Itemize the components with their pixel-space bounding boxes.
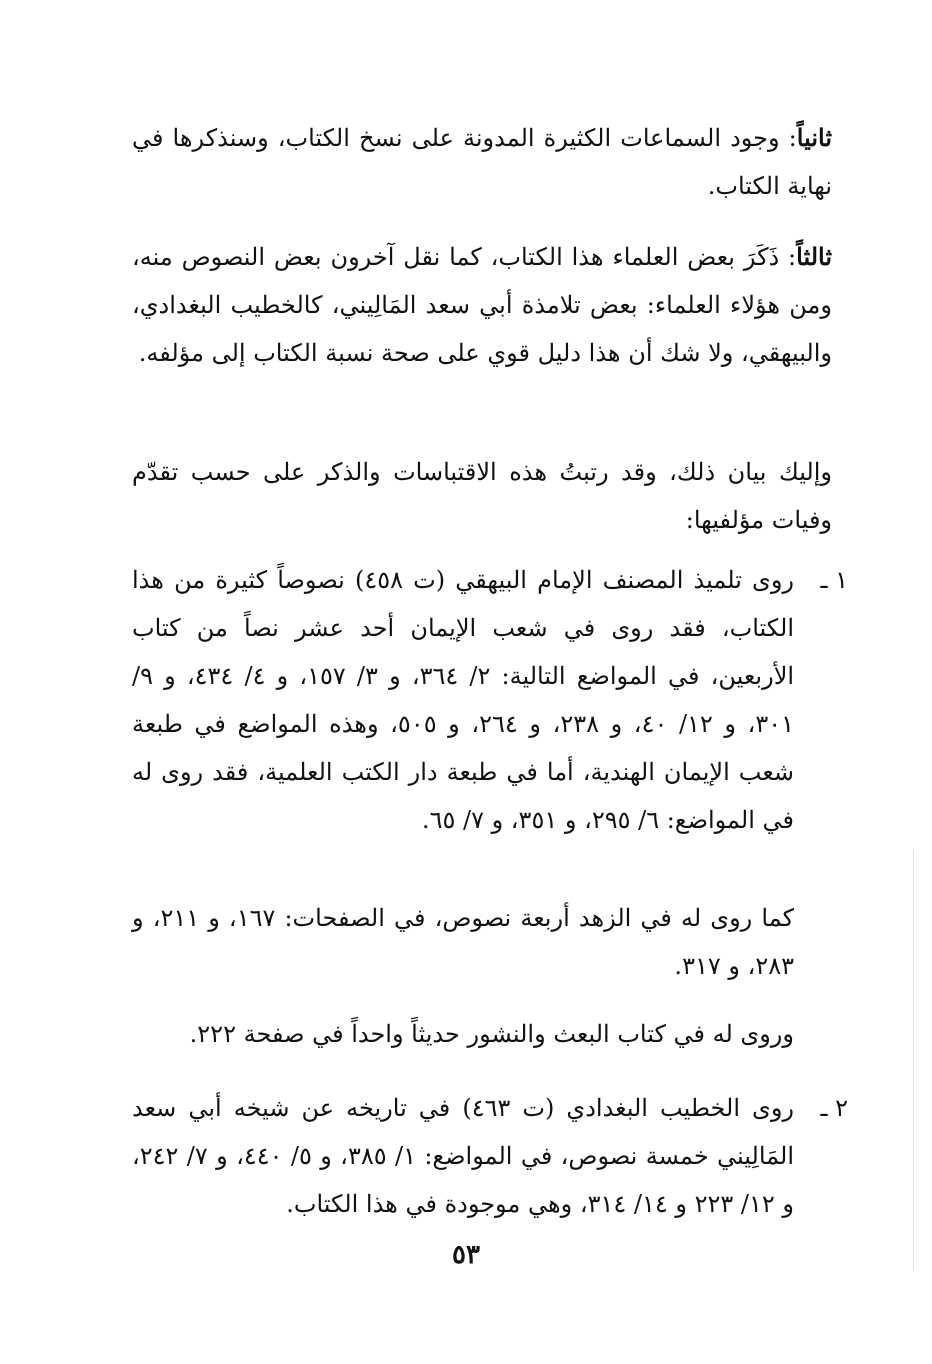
paragraph-thaniyan-label: ثانياً [796,123,832,152]
list-item-bayhaqi [132,556,848,844]
paragraph-thaniyan [132,114,832,210]
list-item-number: ١ ـ [820,566,848,594]
scan-margin-line [913,850,914,1270]
paragraph-thalithan-label: ثالثاً [796,242,832,271]
list-item-khatib [132,1084,848,1228]
list-item-text: روى الخطيب البغدادي (ت ٤٦٣) في تاريخه عن شيخه أبي سعد المَالِيني خمسة نصوص، في المواضع: ١/ ٣٨٥، و ٥/ ٤٤٠، و ٧/ ٢٤٢، و ١٢/ ٢٢٣ و ١٤/ ٣١٤، وهي موجودة في هذا الكتاب. [132,1094,795,1218]
paragraph-thaniyan-text: : وجود السماعات الكثيرة المدونة على نسخ الكتاب، وسنذكرها في نهاية الكتاب. [132,124,832,200]
page-number: ٥٣ [452,1240,480,1270]
paragraph-baath: وروى له في كتاب البعث والنشور حديثاً واحداً في صفحة ٢٢٢. [189,1020,794,1048]
list-item-text: روى تلميذ المصنف الإمام البيهقي (ت ٤٥٨) نصوصاً كثيرة من هذا الكتاب، فقد روى في شعب الإيمان أحد عشر نصاً من كتاب الأربعين، في المواضع التالية: ٢/ ٣٦٤، و ٣/ ١٥٧، و ٤/ ٤٣٤، و ٩/ ٣٠١، و ١٢/ ٤٠، و ٢٣٨، و ٢٦٤، و ٥٠٥، وهذه المواضع في طبعة شعب الإيمان الهندية، أما في طبعة دار الكتب العلمية، فقد روى له في المواضع: ٦/ ٢٩٥، و ٣٥١، و ٧/ ٦٥. [132,566,795,834]
paragraph-thalithan-text: : ذَكَرَ بعض العلماء هذا الكتاب، كما نقل آخرون بعض النصوص منه، ومن هؤلاء العلماء: بعض تلامذة أبي سعد المَالِيني، كالخطيب البغدادي، والبيهقي، ولا شك أن هذا دليل قوي على صحة نسبة الكتاب إلى مؤلفه. [132,243,832,367]
paragraph-thalithan [132,233,832,377]
list-item-number: ٢ ـ [820,1094,848,1122]
paragraph-zuhd: كما روى له في الزهد أربعة نصوص، في الصفحات: ١٦٧، و ٢١١، و ٢٨٣، و ٣١٧. [132,904,794,980]
paragraph-introduction: وإليك بيان ذلك، وقد رتبتُ هذه الاقتباسات والذكر على حسب تقدّم وفيات مؤلفيها: [132,458,832,534]
